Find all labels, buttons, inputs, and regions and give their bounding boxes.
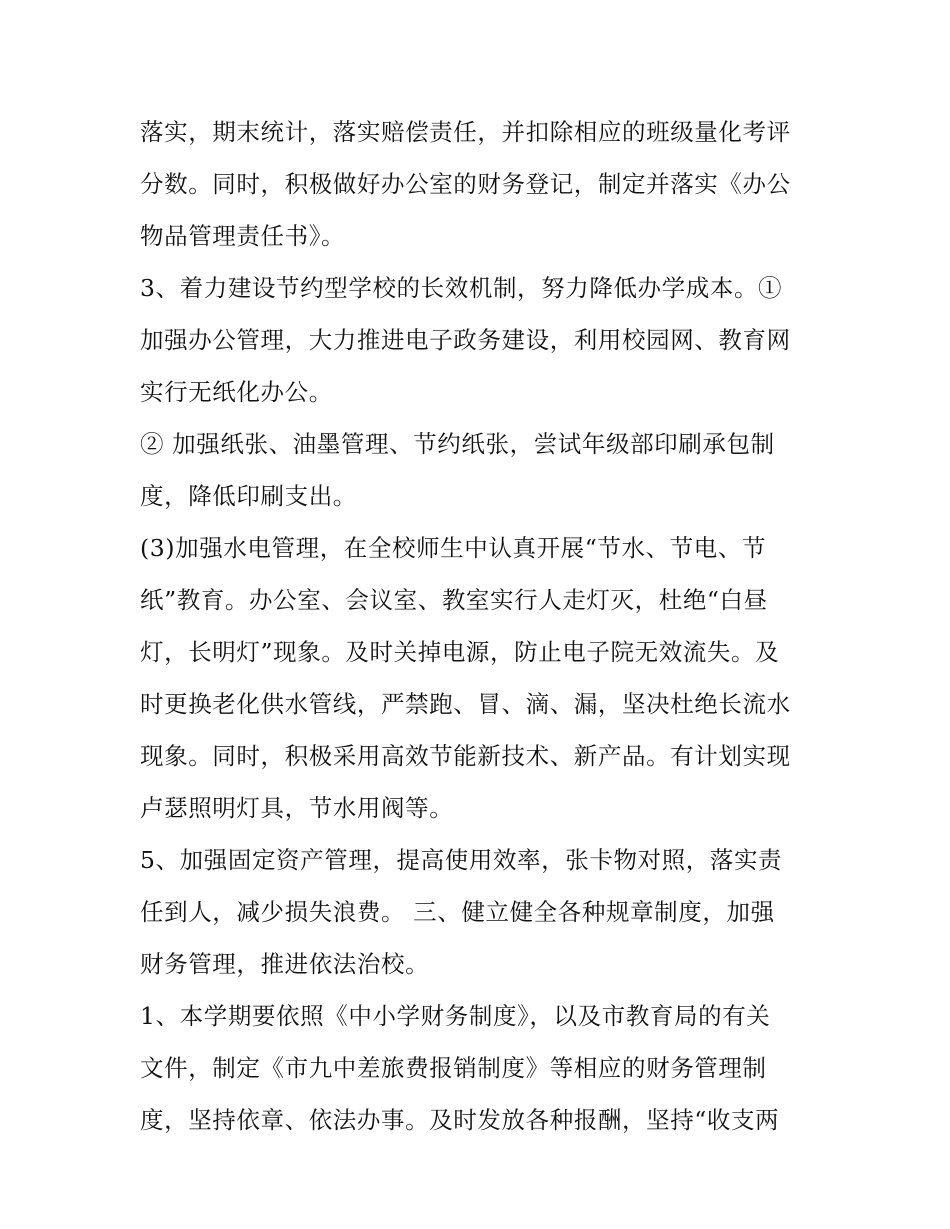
text-line: 加强办公管理，大力推进电子政务建设，利用校园网、教育网	[140, 326, 791, 354]
text-line: 度，坚持依章、依法办事。及时发放各种报酬，坚持“收支两	[140, 1106, 780, 1134]
text-line: 3、着力建设节约型学校的长效机制，努力降低办学成本。①	[140, 274, 783, 302]
text-line: 文件，制定《市九中差旅费报销制度》等相应的财务管理制	[140, 1054, 767, 1082]
text-line: 卢瑟照明灯具，节水用阀等。	[140, 794, 454, 822]
text-line: 5、加强固定资产管理，提高使用效率，张卡物对照，落实责	[140, 846, 783, 874]
text-line: 物品管理责任书》。	[140, 222, 346, 250]
text-line: 落实，期末统计，落实赔偿责任，并扣除相应的班级量化考评	[140, 118, 791, 146]
text-line: 度，降低印刷支出。	[140, 482, 357, 510]
text-line: 纸”教育。办公室、会议室、教室实行人走灯灭，杜绝“白昼	[140, 586, 768, 614]
text-line: 任到人，减少损失浪费。 三、健立健全各种规章制度，加强	[140, 898, 775, 926]
text-line: 实行无纸化办公。	[140, 378, 333, 406]
text-line: 现象。同时，积极采用高效节能新技术、新产品。有计划实现	[140, 742, 791, 770]
text-line: ② 加强纸张、油墨管理、节约纸张，尝试年级部印刷承包制	[140, 430, 775, 458]
text-line: 分数。同时，积极做好办公室的财务登记，制定并落实《办公	[140, 170, 791, 198]
text-line: 灯，长明灯”现象。及时关掉电源，防止电子院无效流失。及	[140, 638, 780, 666]
text-line: 财务管理，推进依法治校。	[140, 950, 430, 978]
document-body	[140, 106, 820, 1146]
text-line: (3)加强水电管理，在全校师生中认真开展“节水、节电、节	[140, 534, 767, 562]
text-line: 1、本学期要依照《中小学财务制度》，以及市教育局的有关	[140, 1002, 771, 1030]
text-line: 时更换老化供水管线，严禁跑、冒、滴、漏，坚决杜绝长流水	[140, 690, 791, 718]
